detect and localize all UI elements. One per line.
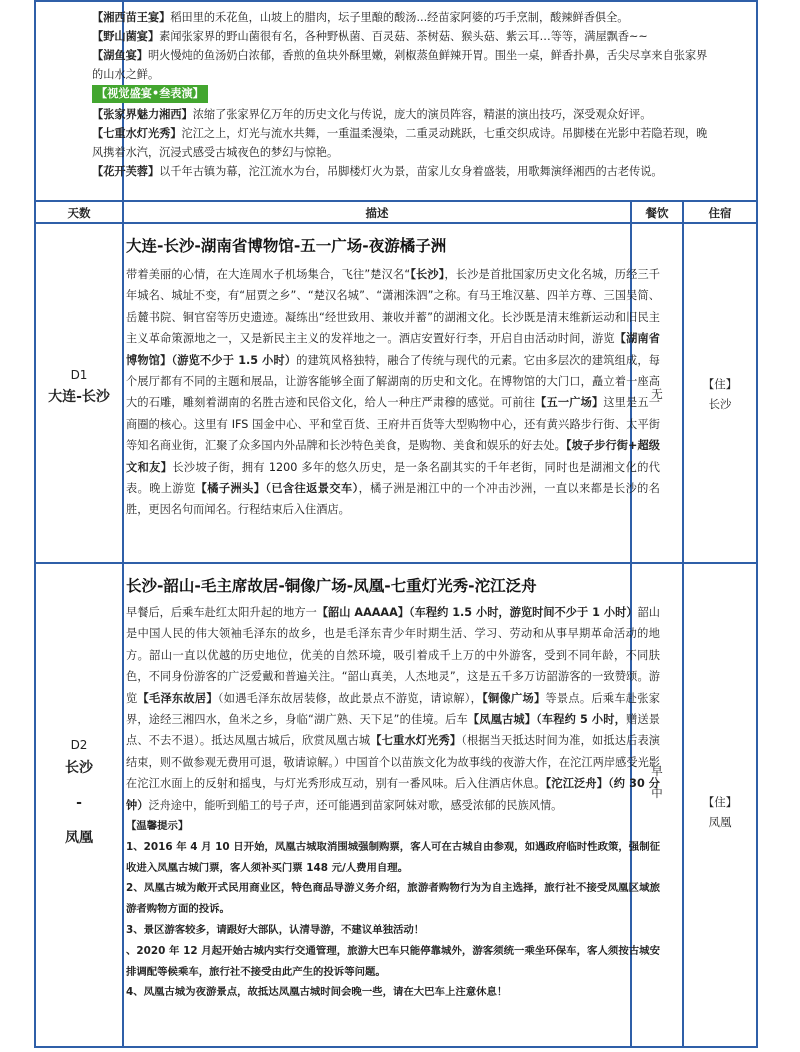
tip-5: 4、凤凰古城为夜游景点，故抵达凤凰古城时间会晚一些，请在大巴车上注意休息！ bbox=[126, 986, 508, 999]
tip-2: 2、凤凰古城为敞开式民用商业区，特色商品导游义务介绍，旅游者购物行为为自主选择，旅行社不接受凤凰区域旅游者购物方面的投诉。 bbox=[126, 882, 660, 916]
d2-hotel-label: 【住】 bbox=[702, 795, 738, 809]
d2-day-number: D2 bbox=[70, 738, 88, 752]
d2-route-from: 长沙 bbox=[65, 760, 93, 776]
tip-4: 、2020 年 12 月起开始古城内实行交通管理，旅游大巴车只能停靠城外，游客须统一乘坐环保车，客人须按古城安排调配等候乘车，旅行社不接受由此产生的投诉等问题。 bbox=[126, 944, 660, 978]
d1-hotel-city: 长沙 bbox=[708, 397, 732, 411]
show-1: 【张家界魅力湘西】浓缩了张家界亿万年的历史文化与传说，庞大的演员阵容，精湛的演出技巧，深受观众好评。 bbox=[92, 108, 652, 121]
d1-title: 大连-长沙-湖南省博物馆-五一广场-夜游橘子洲 bbox=[126, 237, 447, 255]
header-day: 天数 bbox=[67, 206, 91, 220]
d2-meal-breakfast: 早 bbox=[651, 764, 663, 778]
intro-line-1: 【湘西苗王宴】稻田里的禾花鱼，山坡上的腊肉，坛子里酿的酸汤...经苗家阿婆的巧手烹制，酸辣鲜香俱全。 bbox=[92, 11, 629, 24]
d2-description: 早餐后，后乘车赴红太阳升起的地方一【韶山 AAAAA】（车程约 1.5 小时，游览时间不少于 1 小时）韶山是中国人民的伟大领袖毛泽东的故乡，也是毛泽东青少年时期生活、学习、劳动和从事早期革命活动的地方。韶山一直以优越的历史地位，优美的自然环境，吸引着成千上万的中外游客，受到不同年龄，不同肤色，不同身份游客的广泛爱戴和普遍关注。“韶山真美，人杰地灵”，这是五千多万访韶游客的一致赞颂。游览【毛泽东故居】（如遇毛泽东故居装修，故此景点不游览，请谅解），【铜像广场】等景点。后乘车赴张家界，途经三湘四水，鱼米之乡，身临“湖广熟、天下足”的佳境。后车【凤凰古城】（车程约 5 小时，赠送景点、不去不退）。抵达凤凰古城后，欣赏凤凰古城【七重水灯光秀】（根据当天抵达时间为准，如抵达后表演结束，则不做参观无费用可退，敬请谅解。）中国首个以苗族文化为故事线的夜游大作，在沱江两岸感受光影在沱江水面上的反射和摇曳，与灯光秀形成互动，别有一番风味。后入住酒店休息。【沱江泛舟】（约 30 分钟）泛舟途中，能听到船工的号子声，还可能遇到苗家阿妹对歌，感受浓郁的民族风情。 【温馨提示】 1、2016 年 4 月 10 日开始，凤凰古城取消围城强制购票，客人可在古城自由参观，如遇政府临时性政策，强制征收进入凤凰古城门票，客人须补买门票 148 元/人费用自理。 2、凤凰古城为敞开式民用商业区，特色商品导游义务介绍，旅游者购物行为为自主选择，旅行社不接受凤凰区域旅游者购物方面的投诉。 3、景区游客较多，请跟好大部队，认清导游，不建议单独活动！ 、2020 年 12 月起开始古城内实行交通管理，旅游大巴车只能停靠城外，游客须统一乘坐环保车，客人须按古城安排调配等候乘车，旅行社不接受由此产生的投诉等问题。 4、凤凰古城为夜游景点，故抵达凤凰古城时间会晚一些，请在大巴车上注意休息！ bbox=[126, 602, 660, 1003]
d1-day-cell bbox=[36, 364, 122, 408]
d1-description: 带着美丽的心情，在大连周水子机场集合，飞往”楚汉名“【长沙】，长沙是首批国家历史文化名城，历经三千年城名、城址不变，有“屈贾之乡”、“楚汉名城”、“潇湘洙泗”之称。有马王堆汉墓、四羊方尊、三国吴简、岳麓书院、铜官窑等历史遗迹。凝练出“经世致用、兼收并蓄”的湖湘文化。长沙既是清末维新运动和旧民主主义革命策源地之一，又是新民主主义的发祥地之一。酒店安置好行李，开启自由活动时间，游览【湖南省博物馆】（游览不少于 1.5 小时）的建筑风格独特，融合了传统与现代的元素。它由多层次的建筑组成，每个展厅都有不同的主题和展品，让游客能够全面了解湖南的历史和文化。在博物馆的大门口，矗立着一座高大的石雕，雕刻着湖南的名胜古迹和民俗文化，给人一种庄严肃穆的感觉。可前往【五一广场】这里是五一商圈的核心。这里有 IFS 国金中心、平和堂百货、王府井百货等大型购物中心，还有黄兴路步行街、太平街等知名商业街，汇聚了众多国内外品牌和长沙特色美食，是购物、美食和娱乐的好去处。【坡子步行街+超级文和友】长沙坡子街，拥有 1200 多年的悠久历史，是一条名副其实的千年老街，同时也是湖湘文化的代表。晚上游览【橘子洲头】（已含往返景交车），橘子洲是湘江中的一个冲击沙洲，一直以来都是长沙的名胜，更因名句而闻名。行程结束后入住酒店。 bbox=[126, 268, 660, 517]
d1-meal: 无 bbox=[651, 387, 663, 401]
d1-hotel-label: 【住】 bbox=[702, 377, 738, 391]
d2-tips bbox=[126, 816, 660, 1003]
intro-section bbox=[92, 8, 714, 181]
d2-hotel-city: 凤凰 bbox=[708, 815, 732, 829]
d2-route-dash: - bbox=[76, 795, 82, 811]
header-meal: 餐饮 bbox=[645, 206, 669, 220]
intro-line-3: 【湖鱼宴】明火慢炖的鱼汤奶白浓郁，香煎的鱼块外酥里嫩，剁椒蒸鱼鲜辣开胃。围坐一桌，鲜香扑鼻，舌尖尽享来自张家界的山水之鲜。 bbox=[92, 49, 708, 81]
d2-route-to: 凤凰 bbox=[65, 830, 93, 846]
intro-line-2: 【野山菌宴】素闻张家界的野山菌很有名，各种野枞菌、百灵菇、茶树菇、猴头菇、紫云耳…等等，满屋飘香~~ bbox=[92, 30, 648, 43]
tip-1: 1、2016 年 4 月 10 日开始，凤凰古城取消围城强制购票，客人可在古城自由参观，如遇政府临时性政策，强制征收进入凤凰古城门票，客人须补买门票 148 元/人费用自理。 bbox=[126, 840, 660, 874]
col-divider-hotel bbox=[682, 202, 684, 1046]
d1-route: 大连-长沙 bbox=[48, 389, 110, 405]
section-label-shows: 【视觉盛宴•叁表演】 bbox=[92, 85, 208, 103]
d2-hotel bbox=[684, 792, 756, 832]
d2-title: 长沙-韶山-毛主席故居-铜像广场-凤凰-七重灯光秀-沱江泛舟 bbox=[126, 577, 537, 595]
header-desc: 描述 bbox=[365, 206, 389, 220]
tips-title: 【温馨提示】 bbox=[126, 820, 189, 833]
d2-meal-lunch: 中 bbox=[651, 786, 663, 800]
show-2: 【七重水灯光秀】沱江之上，灯光与流水共舞，一重温柔漫染，二重灵动跳跃，七重交织成诗。吊脚楼在光影中若隐若现，晚风携着水汽，沉浸式感受古城夜色的梦幻与惊艳。 bbox=[92, 127, 708, 159]
d2-day-cell bbox=[36, 734, 122, 850]
d1-hotel bbox=[684, 374, 756, 414]
header-hotel: 住宿 bbox=[708, 206, 732, 220]
show-3: 【花开芙蓉】以千年古镇为幕，沱江流水为台，吊脚楼灯火为景，苗家儿女身着盛装，用歌舞演绎湘西的古老传说。 bbox=[92, 165, 663, 178]
row-divider-d1-bottom bbox=[36, 562, 756, 564]
tip-3: 3、景区游客较多，请跟好大部队，认清导游，不建议单独活动！ bbox=[126, 924, 425, 937]
d1-day-number: D1 bbox=[70, 368, 88, 382]
